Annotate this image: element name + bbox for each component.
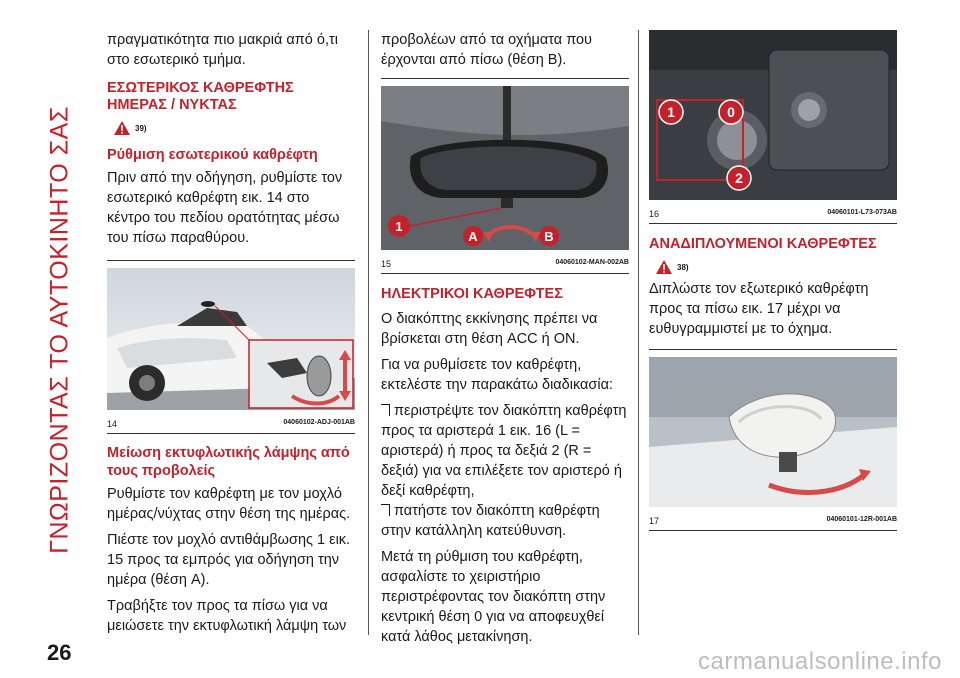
paragraph: Διπλώστε τον εξωτερικό καθρέφτη προς τα πίσω εικ. 17 μέχρι να ευθυγραμμιστεί με το όχημα.	[649, 281, 869, 337]
paragraph: Πιέστε τον μοχλό αντιθάμβωσης 1 εικ. 15 προς τα εμπρός για οδήγηση την ημέρα (θέση A).	[107, 532, 351, 588]
figure-16	[649, 30, 897, 224]
warning-ref	[655, 259, 897, 275]
section-heading: ΗΛΕΚΤΡΙΚΟΙ ΚΑΘΡΕΦΤΕΣ	[381, 286, 563, 302]
section-heading: ΕΣΩΤΕΡΙΚΟΣ ΚΑΘΡΕΦΤΗΣ ΗΜΕΡΑΣ / ΝΥΚΤΑΣ	[107, 80, 294, 113]
callout-label: B	[544, 229, 554, 244]
subsection-heading: Ρύθμιση εσωτερικού καθρέφτη	[107, 147, 318, 163]
paragraph: Τραβήξτε τον προς τα πίσω για να μειώσετε την εκτυφλωτική λάμψη των	[107, 598, 347, 634]
bullet-icon	[381, 504, 390, 516]
paragraph: Ο διακόπτης εκκίνησης πρέπει να βρίσκεται στη θέση ACC ή ON.	[381, 311, 598, 347]
figure-code: 04060102-ADJ-001AB	[283, 419, 355, 426]
car-interior-mirror-image	[107, 268, 355, 410]
figure-number: 17	[649, 516, 660, 526]
warning-icon	[655, 259, 673, 275]
section-heading: ΑΝΑΔΙΠΛΟΥΜΕΝΟΙ ΚΑΘΡΕΦΤΕΣ	[649, 236, 877, 252]
figure-caption	[649, 516, 897, 530]
column-divider	[368, 30, 369, 635]
bullet-item	[381, 401, 629, 501]
column-1	[107, 30, 355, 642]
side-tab	[40, 20, 80, 640]
intro-text: πραγματικότητα πιο μακριά από ό,τι στο εσωτερικό τμήμα.	[107, 32, 338, 68]
paragraph: Μετά τη ρύθμιση του καθρέφτη, ασφαλίστε το χειριστήριο περιστρέφοντας τον διακόπτη στην κεντρική θέση 0 για να αποφευχθεί κατά λάθος μετακίνηση.	[381, 549, 606, 645]
rearview-mirror-image	[381, 86, 629, 250]
figure-number: 14	[107, 419, 118, 429]
bullet-text: περιστρέψτε τον διακόπτη καθρέφτη προς τα αριστερά 1 εικ. 16 (L = αριστερά) ή προς τα δεξιά 2 (R = δεξιά) για να επιλέξετε τον αριστερό ή δεξί καθρέφτη,	[381, 403, 627, 499]
subsection-heading: Μείωση εκτυφλωτικής λάμψης από τους προβολείς	[107, 445, 350, 479]
figure-code: 04060101-12R-001AB	[826, 516, 897, 523]
warning-number: 39)	[135, 123, 147, 133]
figure-14	[107, 260, 355, 434]
mirror-switch-image	[649, 30, 897, 200]
figure-15	[381, 78, 629, 274]
figure-code: 04060101-L73-073AB	[827, 209, 897, 216]
figure-code: 04060102-MAN-002AB	[555, 259, 629, 266]
warning-icon	[113, 120, 131, 136]
page-number: 26	[47, 640, 72, 665]
paragraph: Για να ρυθμίσετε τον καθρέφτη, εκτελέστε την παρακάτω διαδικασία:	[381, 357, 614, 393]
bullet-item	[381, 501, 629, 541]
paragraph: Ρυθμίστε τον καθρέφτη με τον μοχλό ημέρας/νύχτας στην θέση της ημέρας.	[107, 486, 351, 522]
callout-label: 0	[727, 104, 735, 120]
figure-number: 16	[649, 209, 660, 219]
warning-number: 38)	[677, 262, 689, 272]
figure-number: 15	[381, 259, 392, 269]
intro-text: προβολέων από τα οχήματα που έρχονται από πίσω (θέση B).	[381, 32, 592, 68]
callout-label: A	[468, 229, 478, 244]
figure-17	[649, 349, 897, 531]
watermark: carmanualsonline.info	[698, 648, 942, 675]
side-tab-title: ΓΝΩΡΙΖΟΝΤΑΣ ΤΟ ΑΥΤΟΚΙΝΗΤΟ ΣΑΣ	[45, 106, 74, 554]
figure-caption	[381, 259, 629, 273]
column-divider	[638, 30, 639, 635]
callout-label: 1	[395, 219, 403, 234]
column-2	[381, 30, 629, 653]
column-3	[649, 30, 897, 531]
paragraph: Πριν από την οδήγηση, ρυθμίστε τον εσωτερικό καθρέφτη εικ. 14 στο κέντρο του πεδίου ορατότητας μέσω του πίσω παραθύρου.	[107, 170, 343, 246]
figure-caption	[649, 209, 897, 223]
warning-ref	[113, 120, 355, 136]
folding-mirror-image	[649, 357, 897, 507]
callout-label: 2	[735, 170, 743, 186]
bullet-text: πατήστε τον διακόπτη καθρέφτη στην κατάλληλη κατεύθυνση.	[381, 503, 600, 539]
bullet-icon	[381, 404, 390, 416]
callout-label: 1	[667, 104, 675, 120]
figure-caption	[107, 419, 355, 433]
